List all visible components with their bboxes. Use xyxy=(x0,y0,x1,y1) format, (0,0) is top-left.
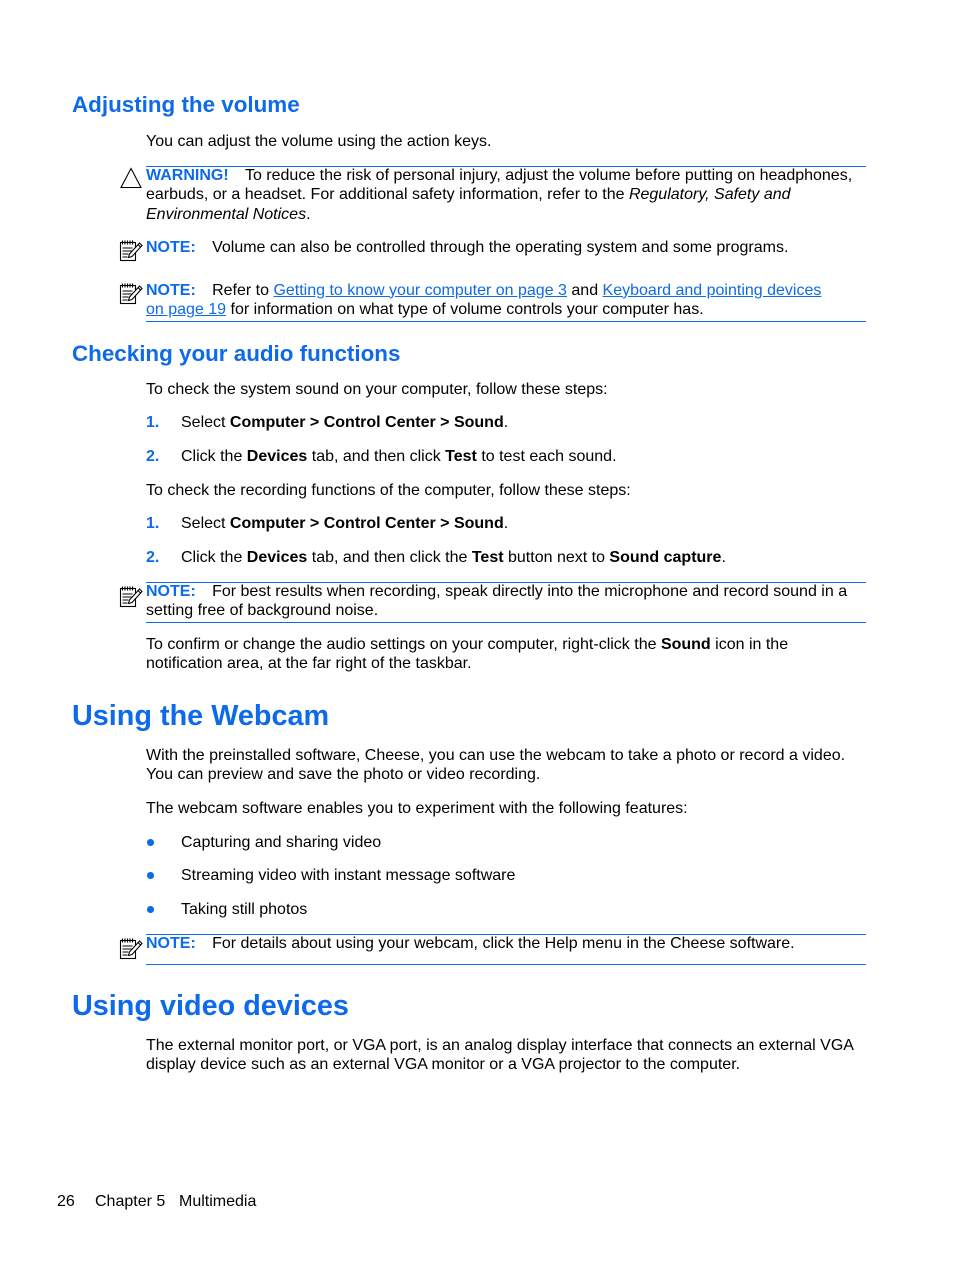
step-text: . xyxy=(503,514,509,532)
feature-text: Capturing and sharing video xyxy=(181,833,382,851)
menu-path: Computer > Control Center > Sound xyxy=(229,514,504,532)
step-text: button next to xyxy=(503,548,610,566)
devices-tab-name: Devices xyxy=(246,548,308,566)
note-text: and xyxy=(566,281,603,299)
warning-notice xyxy=(146,166,866,224)
step-number: 1. xyxy=(146,514,160,532)
list-item xyxy=(146,833,866,852)
note-bottom-rule xyxy=(146,964,866,965)
note-text: For best results when recording, speak directly into the microphone and record sound in a setting free of background noise. xyxy=(146,583,848,620)
link-keyboard-text-line-1[interactable]: Keyboard and pointing devices xyxy=(602,281,822,299)
step-text: Select xyxy=(181,514,230,532)
note-refer-controls xyxy=(146,281,866,320)
feature-text: Taking still photos xyxy=(181,900,308,918)
video-intro: The external monitor port, or VGA port, is an analog display interface that connects an external VGA display device such as an external VGA monitor or a VGA projector to the computer. xyxy=(146,1036,854,1073)
paragraph-text: To confirm or change the audio settings on your computer, right-click the xyxy=(146,635,661,653)
note-label: NOTE: xyxy=(146,934,196,952)
audio-settings-paragraph xyxy=(146,635,866,674)
heading-adjusting-volume: Adjusting the volume xyxy=(72,92,300,117)
test-button-name: Test xyxy=(471,548,504,566)
feature-text: Streaming video with instant message software xyxy=(181,866,516,884)
heading-using-webcam: Using the Webcam xyxy=(72,700,330,733)
note-pencil-icon xyxy=(119,238,143,263)
note-pencil-icon xyxy=(119,584,143,609)
volume-intro: You can adjust the volume using the action keys. xyxy=(146,132,492,150)
note-label: NOTE: xyxy=(146,281,196,299)
note-webcam-help xyxy=(146,934,866,953)
note-label: NOTE: xyxy=(146,238,196,256)
footer-chapter: Chapter 5 xyxy=(95,1192,166,1210)
menu-path: Computer > Control Center > Sound xyxy=(229,413,504,431)
webcam-intro: With the preinstalled software, Cheese, you can use the webcam to take a photo or record a video. You can preview and save the photo or video recording. xyxy=(146,746,846,783)
step-text: . xyxy=(721,548,726,566)
test-button-name: Test xyxy=(445,447,477,465)
recording-intro: To check the recording functions of the computer, follow these steps: xyxy=(146,481,631,499)
step-text: tab, and then click the xyxy=(307,548,472,566)
list-item xyxy=(146,866,866,885)
devices-tab-name: Devices xyxy=(246,447,308,465)
heading-checking-audio: Checking your audio functions xyxy=(72,341,401,366)
link-getting-to-know-computer[interactable]: Getting to know your computer on page 3 xyxy=(273,281,567,299)
paragraph-text: icon in the notification area, at the far right of the taskbar. xyxy=(146,635,789,672)
notice-bottom-rule xyxy=(146,321,866,322)
note-recording-tips xyxy=(146,582,866,621)
sound-icon-name: Sound xyxy=(660,635,711,653)
bullet-marker xyxy=(147,872,154,879)
step-text: Select xyxy=(181,413,230,431)
step-text: to test each sound. xyxy=(476,447,617,465)
note-text: for information on what type of volume controls your computer has. xyxy=(226,300,704,318)
note-bottom-rule xyxy=(146,622,866,623)
warning-text: To reduce the risk of personal injury, adjust the volume before putting on headphones, earbuds, or a headset. For additional safety information, refer to the xyxy=(146,167,853,204)
bullet-marker xyxy=(147,839,154,846)
step-text: Click the xyxy=(181,447,247,465)
step-text: . xyxy=(503,413,509,431)
step-number: 2. xyxy=(146,447,160,465)
bullet-marker xyxy=(147,906,154,913)
note-text: Refer to xyxy=(212,281,274,299)
warning-text-end: . xyxy=(306,205,311,223)
note-pencil-icon xyxy=(119,936,143,961)
step-text: Click the xyxy=(181,548,247,566)
note-text: Volume can also be controlled through the operating system and some programs. xyxy=(212,238,789,256)
step-number: 2. xyxy=(146,548,160,566)
webcam-features-intro: The webcam software enables you to experiment with the following features: xyxy=(146,799,688,817)
system-step-2 xyxy=(146,447,866,466)
note-pencil-icon xyxy=(119,281,143,306)
note-label: NOTE: xyxy=(146,583,196,600)
warning-triangle-icon xyxy=(120,167,142,189)
note-volume-controls xyxy=(146,238,866,257)
system-sound-intro: To check the system sound on your computer, follow these steps: xyxy=(146,380,608,398)
heading-using-video-devices: Using video devices xyxy=(72,989,349,1022)
footer-page-number: 26 xyxy=(57,1192,75,1210)
list-item xyxy=(146,900,866,919)
step-number: 1. xyxy=(146,413,160,431)
system-step-1 xyxy=(146,413,866,432)
recording-step-1 xyxy=(146,514,866,533)
recording-step-2 xyxy=(146,548,866,567)
warning-label: WARNING! xyxy=(146,167,229,184)
note-text: For details about using your webcam, click the Help menu in the Cheese software. xyxy=(212,934,795,952)
footer-chapter-title: Multimedia xyxy=(179,1192,257,1210)
safety-notices-title: Regulatory, Safety and Environmental Notices xyxy=(146,186,791,223)
step-text: tab, and then click xyxy=(307,447,446,465)
link-keyboard-text-line-2[interactable]: on page 19 xyxy=(146,300,227,318)
sound-capture-name: Sound capture xyxy=(609,548,722,566)
